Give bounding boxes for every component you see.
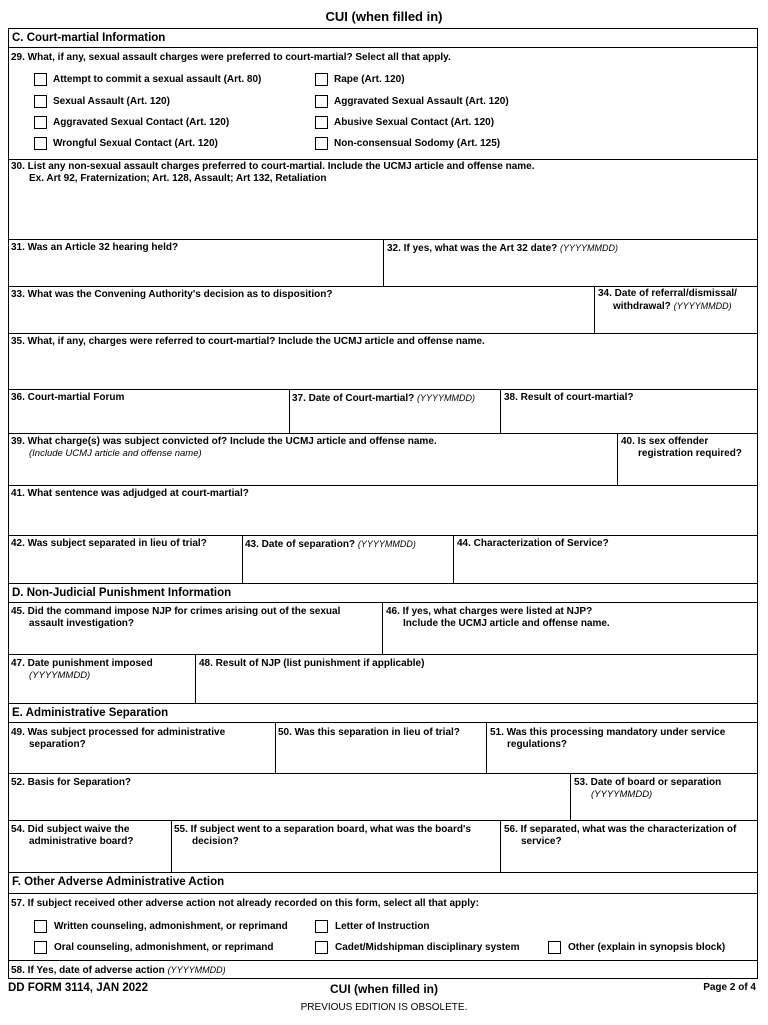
q51-field[interactable] xyxy=(486,723,757,773)
q40-field[interactable] xyxy=(617,434,757,485)
q36-label: 36. Court-martial Forum xyxy=(11,392,125,403)
page-number: Page 2 of 4 xyxy=(703,982,756,993)
footer-cui: CUI (when filled in) xyxy=(330,982,438,996)
q29-option-wrongful-contact: Wrongful Sexual Contact (Art. 120) xyxy=(53,138,218,149)
q29-option-sexual-assault: Sexual Assault (Art. 120) xyxy=(53,96,170,107)
q32-field[interactable] xyxy=(383,240,757,286)
q32-label: 32. If yes, what was the Art 32 date? (YYYYMMDD) xyxy=(387,243,619,254)
form-page-2 xyxy=(8,28,758,979)
q50-field[interactable] xyxy=(275,723,486,773)
q44-field[interactable] xyxy=(453,536,757,583)
q55-field[interactable] xyxy=(171,821,500,872)
q43-field[interactable] xyxy=(242,536,453,583)
q29-label: 29. What, if any, sexual assault charges were preferred to court-martial? Select all that apply. xyxy=(11,52,451,63)
q30-example: Ex. Art 92, Fraternization; Art. 128, Assault; Art 132, Retaliation xyxy=(29,173,327,184)
q53-label: 53. Date of board or separation xyxy=(574,777,722,788)
q55-label-2: decision? xyxy=(192,836,239,847)
q56-label-2: service? xyxy=(521,836,562,847)
q29-option-abusive-contact: Abusive Sexual Contact (Art. 120) xyxy=(334,117,495,128)
q58-field[interactable] xyxy=(9,961,757,978)
q35-label: 35. What, if any, charges were referred to court-martial? Include the UCMJ article and offense name. xyxy=(11,336,485,347)
q57-option-other: Other (explain in synopsis block) xyxy=(568,942,726,953)
q29-checkbox-aggravated-assault[interactable] xyxy=(315,95,328,108)
q29-option-sodomy: Non-consensual Sodomy (Art. 125) xyxy=(334,138,501,149)
q29-checkbox-sexual-assault[interactable] xyxy=(34,95,47,108)
q29-checkbox-abusive-contact[interactable] xyxy=(315,116,328,129)
q56-field[interactable] xyxy=(500,821,757,872)
q54-q56-row xyxy=(9,821,757,873)
q38-label: 38. Result of court-martial? xyxy=(504,392,634,403)
q42-label: 42. Was subject separated in lieu of trial? xyxy=(11,538,207,549)
q40-label: 40. Is sex offender xyxy=(621,436,709,447)
q29-option-aggravated-assault: Aggravated Sexual Assault (Art. 120) xyxy=(334,96,509,107)
q52-q53-row xyxy=(9,774,757,821)
q57-block xyxy=(9,894,757,961)
q33-q34-row xyxy=(9,287,757,334)
q49-label-2: separation? xyxy=(29,739,86,750)
q41-field[interactable] xyxy=(9,486,757,536)
q31-label: 31. Was an Article 32 hearing held? xyxy=(11,242,179,253)
q29-checkbox-rape[interactable] xyxy=(315,73,328,86)
obsolete-notice: PREVIOUS EDITION IS OBSOLETE. xyxy=(300,1002,468,1013)
q37-label: 37. Date of Court-martial? (YYYYMMDD) xyxy=(292,393,476,404)
q56-label: 56. If separated, what was the characterization of xyxy=(504,824,737,835)
q45-label-2: assault investigation? xyxy=(29,618,135,629)
q57-label: 57. If subject received other adverse action not already recorded on this form, select all that apply: xyxy=(11,898,479,909)
q34-label-2: withdrawal? (YYYYMMDD) xyxy=(613,301,732,312)
q39-q40-row xyxy=(9,434,757,486)
q29-option-aggravated-contact: Aggravated Sexual Contact (Art. 120) xyxy=(53,117,230,128)
q34-field[interactable] xyxy=(594,287,757,333)
q47-q48-row xyxy=(9,655,757,704)
q29-checkbox-sodomy[interactable] xyxy=(315,137,328,150)
q55-label: 55. If subject went to a separation board, what was the board's xyxy=(174,824,471,835)
q34-label: 34. Date of referral/dismissal/ xyxy=(598,288,737,299)
q45-q46-row xyxy=(9,603,757,655)
q58-label: 58. If Yes, date of adverse action (YYYYMMDD) xyxy=(11,965,226,976)
q54-label-2: administrative board? xyxy=(29,836,134,847)
header-cui: CUI (when filled in) xyxy=(325,9,443,24)
q29-option-rape: Rape (Art. 120) xyxy=(334,74,405,85)
q57-option-cadet: Cadet/Midshipman disciplinary system xyxy=(335,942,520,953)
q57-option-written: Written counseling, admonishment, or reprimand xyxy=(54,921,288,932)
q41-label: 41. What sentence was adjudged at court-martial? xyxy=(11,488,249,499)
q47-label: 47. Date punishment imposed xyxy=(11,658,153,669)
q57-checkbox-oral[interactable] xyxy=(34,941,47,954)
q37-field[interactable] xyxy=(289,390,500,433)
q30-label: 30. List any non-sexual assault charges preferred to court-martial. Include the UCMJ article and offense name. xyxy=(11,161,535,172)
q57-checkbox-written[interactable] xyxy=(34,920,47,933)
q57-option-oral: Oral counseling, admonishment, or reprimand xyxy=(54,942,274,953)
q42-q44-row xyxy=(9,536,757,584)
q29-checkbox-wrongful-contact[interactable] xyxy=(34,137,47,150)
q46-field[interactable] xyxy=(382,603,757,654)
q49-label: 49. Was subject processed for administrative xyxy=(11,727,226,738)
q50-label: 50. Was this separation in lieu of trial? xyxy=(278,727,460,738)
q57-checkbox-cadet[interactable] xyxy=(315,941,328,954)
section-f-title: F. Other Adverse Administrative Action xyxy=(9,873,757,894)
q36-q38-row xyxy=(9,390,757,434)
q31-q32-row xyxy=(9,240,757,287)
form-id: DD FORM 3114, JAN 2022 xyxy=(8,982,148,994)
q51-label: 51. Was this processing mandatory under service xyxy=(490,727,726,738)
q45-label: 45. Did the command impose NJP for crimes arising out of the sexual xyxy=(11,606,341,617)
q57-checkbox-loi[interactable] xyxy=(315,920,328,933)
q46-label-2: Include the UCMJ article and offense name. xyxy=(403,618,610,629)
q40-label-2: registration required? xyxy=(638,448,742,459)
q57-option-loi: Letter of Instruction xyxy=(335,921,430,932)
section-c-title: C. Court-martial Information xyxy=(9,29,757,48)
q29-checkbox-attempt[interactable] xyxy=(34,73,47,86)
q33-label: 33. What was the Convening Authority's decision as to disposition? xyxy=(11,289,333,300)
q49-q51-row xyxy=(9,723,757,774)
q52-label: 52. Basis for Separation? xyxy=(11,777,132,788)
q43-label: 43. Date of separation? (YYYYMMDD) xyxy=(245,539,416,550)
q29-block xyxy=(9,48,757,160)
q39-label: 39. What charge(s) was subject convicted of? Include the UCMJ article and offense name. xyxy=(11,436,437,447)
q57-checkbox-other[interactable] xyxy=(548,941,561,954)
q47-format: (YYYYMMDD) xyxy=(29,670,91,681)
q29-checkbox-aggravated-contact[interactable] xyxy=(34,116,47,129)
q39-sub: (Include UCMJ article and offense name) xyxy=(29,448,202,459)
q44-label: 44. Characterization of Service? xyxy=(457,538,609,549)
q48-label: 48. Result of NJP (list punishment if applicable) xyxy=(199,658,425,669)
q51-label-2: regulations? xyxy=(507,739,568,750)
q35-field[interactable] xyxy=(9,334,757,390)
q54-label: 54. Did subject waive the xyxy=(11,824,130,835)
q53-field[interactable] xyxy=(570,774,757,820)
q53-format: (YYYYMMDD) xyxy=(591,789,653,800)
section-d-title: D. Non-Judicial Punishment Information xyxy=(9,584,757,603)
q46-label: 46. If yes, what charges were listed at NJP? xyxy=(386,606,593,617)
q29-option-attempt: Attempt to commit a sexual assault (Art. 80) xyxy=(53,74,262,85)
section-e-title: E. Administrative Separation xyxy=(9,704,757,723)
q30-field[interactable] xyxy=(9,160,757,240)
q38-field[interactable] xyxy=(500,390,757,433)
q48-field[interactable] xyxy=(195,655,757,703)
